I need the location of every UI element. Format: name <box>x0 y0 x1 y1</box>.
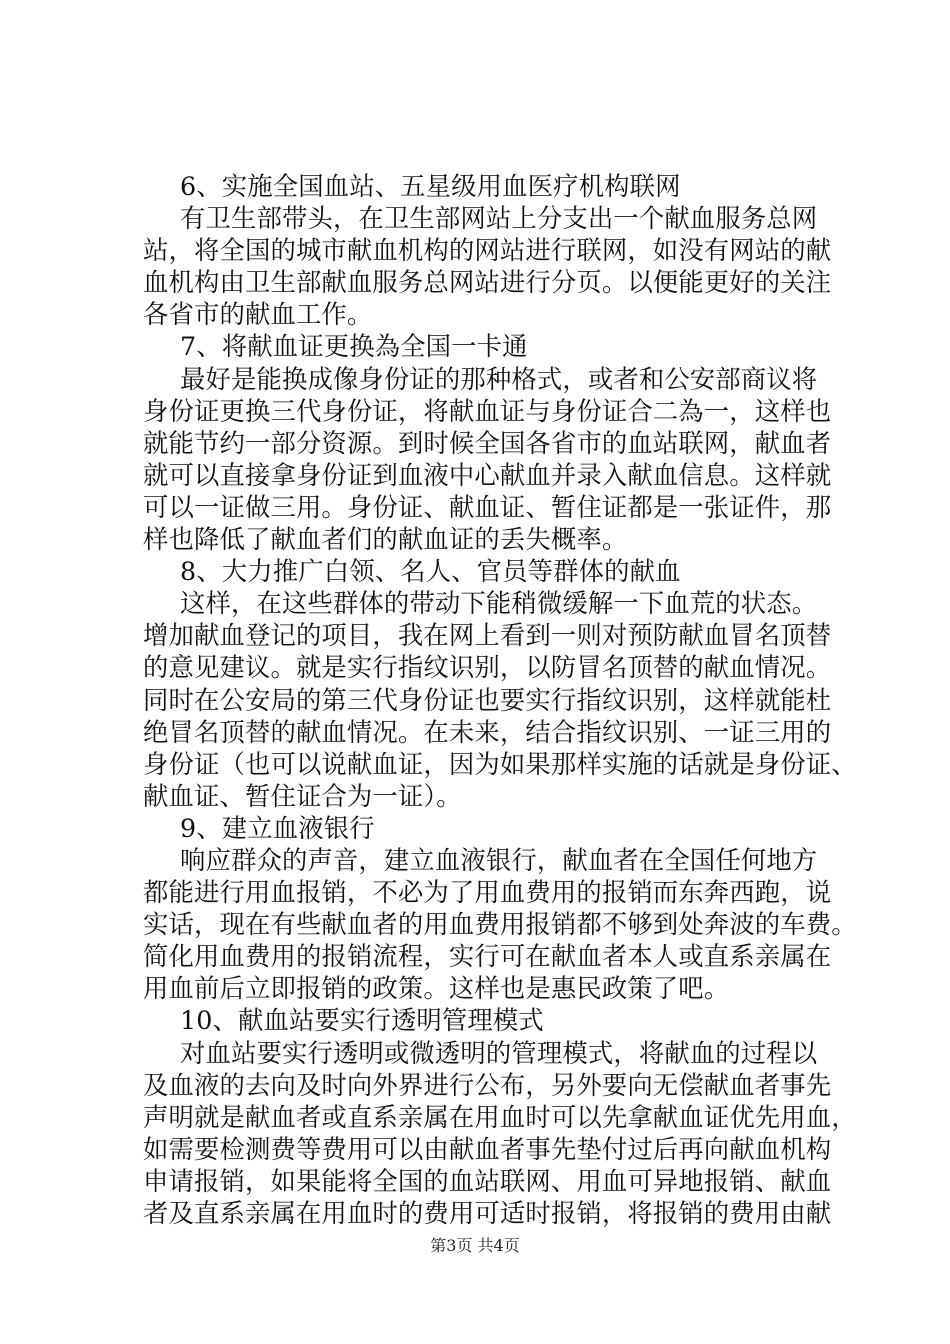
paragraph-line: 站，将全国的城市献血机构的网站进行联网，如没有网站的献 <box>143 235 832 266</box>
paragraph-line: 如需要检测费等费用可以由献血者事先垫付过后再向献血机构 <box>143 1133 832 1164</box>
paragraph-line-indented: 有卫生部带头，在卫生部网站上分支出一个献血服务总网 <box>180 203 818 234</box>
paragraph-line: 就可以直接拿身份证到血液中心献血并录入献血信息。这样就 <box>143 459 832 490</box>
page-footer: 第3页 共4页 <box>430 1236 520 1255</box>
paragraph-line: 各省市的献血工作。 <box>143 299 373 330</box>
paragraph-line: 声明就是献血者或直系亲属在用血时可以先拿献血证优先用血， <box>143 1101 857 1132</box>
paragraph-line-indented: 8、大力推广白领、名人、官员等群体的献血 <box>180 556 681 587</box>
paragraph-line-indented: 6、实施全国血站、五星级用血医疗机构联网 <box>180 171 681 201</box>
paragraph-line-indented: 响应群众的声音，建立血液银行，献血者在全国任何地方 <box>180 844 818 875</box>
paragraph-line: 者及直系亲属在用血时的费用可适时报销，将报销的费用由献 <box>143 1198 832 1228</box>
paragraph-line: 就能节约一部分资源。到时候全国各省市的血站联网，献血者 <box>143 427 832 458</box>
paragraph-line: 可以一证做三用。身份证、献血证、暂住证都是一张证件，那 <box>143 491 832 522</box>
paragraph-line: 样也降低了献血者们的献血证的丢失概率。 <box>143 524 628 555</box>
paragraph-line: 同时在公安局的第三代身份证也要实行指纹识别，这样就能杜 <box>143 684 832 715</box>
paragraph-line: 简化用血费用的报销流程，实行可在献血者本人或直系亲属在 <box>143 941 832 972</box>
paragraph-line: 都能进行用血报销，不必为了用血费用的报销而东奔西跑，说 <box>143 877 832 908</box>
document-body <box>143 170 857 1229</box>
paragraph-line: 实话，现在有些献血者的用血费用报销都不够到处奔波的车费。 <box>143 909 857 940</box>
paragraph-line-indented: 对血站要实行透明或微透明的管理模式，将献血的过程以 <box>180 1037 818 1068</box>
paragraph-line-indented: 这样，在这些群体的带动下能稍微缓解一下血荒的状态。 <box>180 588 818 619</box>
paragraph-line-indented: 7、将献血证更换為全国一卡通 <box>180 331 528 362</box>
paragraph-line: 及血液的去向及时向外界进行公布，另外要向无偿献血者事先 <box>143 1069 832 1100</box>
paragraph-line: 申请报销，如果能将全国的血站联网、用血可异地报销、献血 <box>143 1165 832 1196</box>
paragraph-line: 身份证（也可以说献血证，因为如果那样实施的话就是身份证、 <box>143 748 857 779</box>
paragraph-line: 增加献血登记的项目，我在网上看到一则对预防献血冒名顶替 <box>143 620 832 651</box>
paragraph-line-indented: 最好是能换成像身份证的那种格式，或者和公安部商议将 <box>180 363 818 394</box>
paragraph-line: 血机构由卫生部献血服务总网站进行分页。以便能更好的关注 <box>143 267 832 298</box>
paragraph-line-indented: 10、献血站要实行透明管理模式 <box>180 1005 544 1036</box>
paragraph-line: 用血前后立即报销的政策。这样也是惠民政策了吧。 <box>143 973 730 1004</box>
paragraph-line: 身份证更换三代身份证，将献血证与身份证合二為一，这样也 <box>143 395 832 426</box>
paragraph-line: 献血证、暂住证合为一证）。 <box>143 780 462 811</box>
paragraph-line: 绝冒名顶替的献血情况。在未来，结合指纹识别、一证三用的 <box>143 716 832 747</box>
paragraph-line-indented: 9、建立血液银行 <box>180 812 375 843</box>
paragraph-line: 的意见建议。就是实行指纹识别，以防冒名顶替的献血情况。 <box>143 652 832 683</box>
